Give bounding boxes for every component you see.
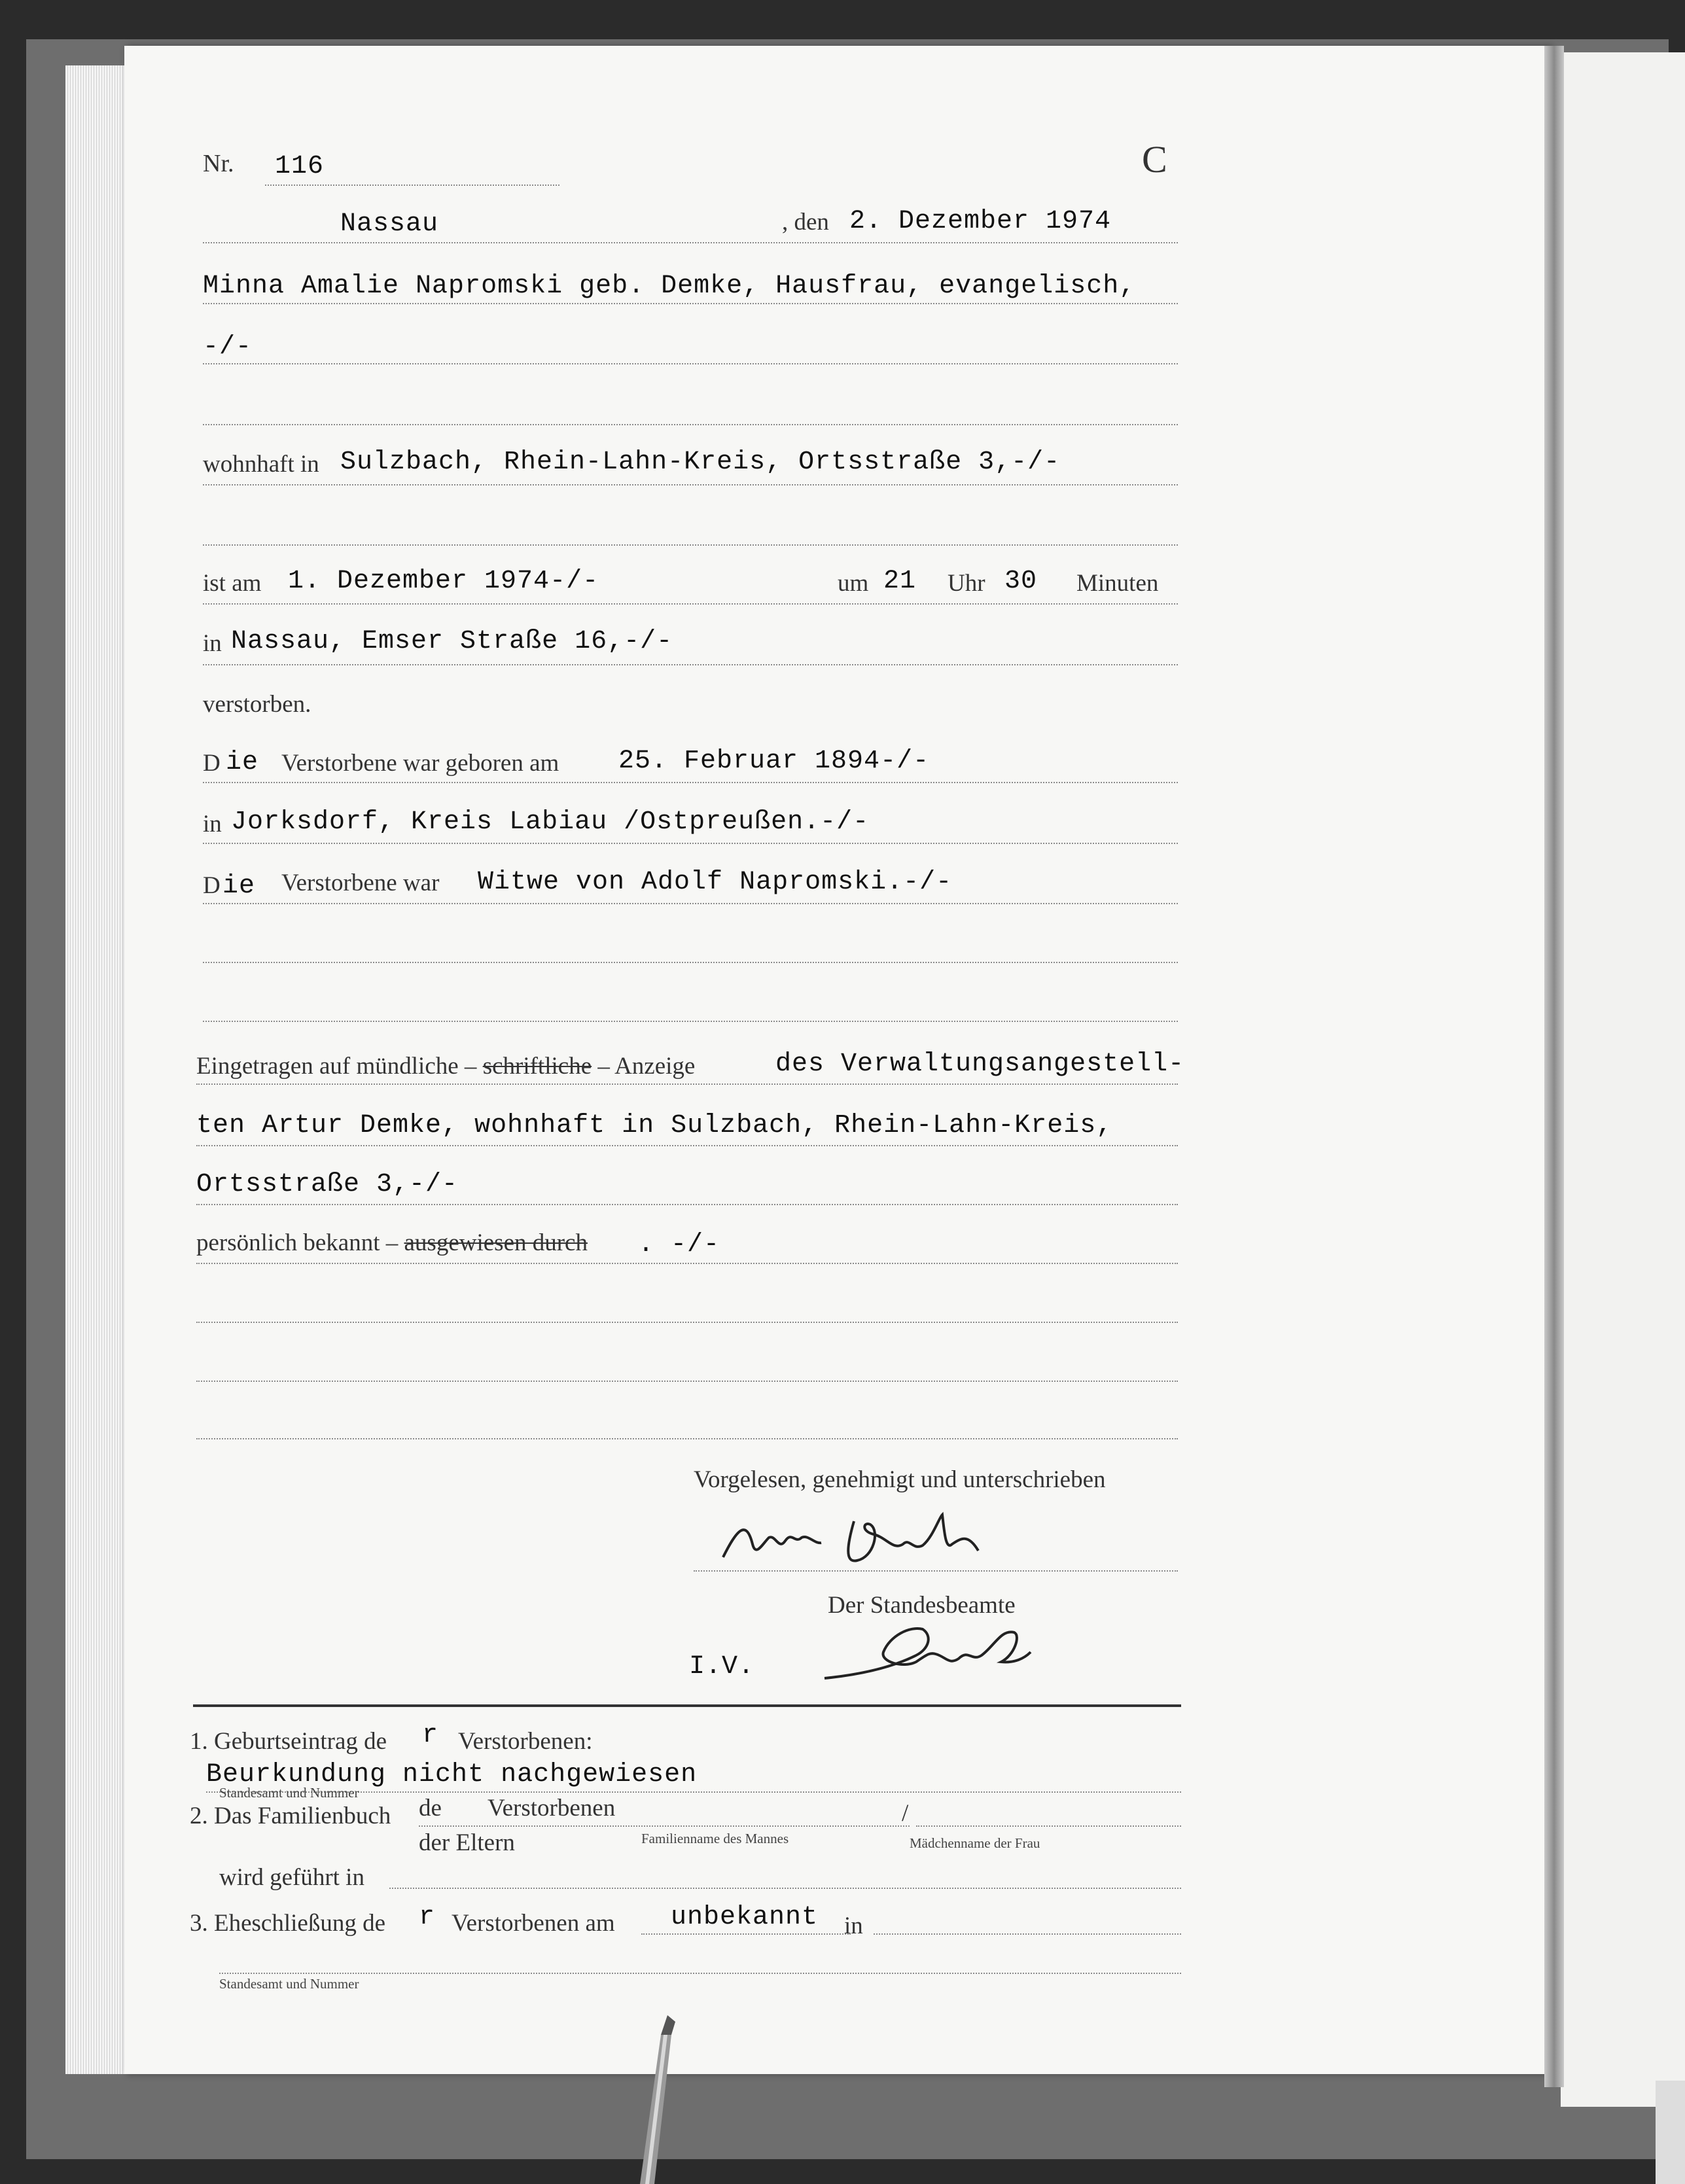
register-page <box>124 46 1551 2074</box>
status-ie: ie <box>222 872 256 901</box>
signature-rule <box>694 1570 1178 1572</box>
birth-ie: ie <box>226 748 259 777</box>
residence-value: Sulzbach, Rhein-Lahn-Kreis, Ortsstraße 3,-/- <box>340 448 1061 477</box>
rule <box>203 903 1178 904</box>
status-d-label: D <box>203 872 221 899</box>
rule <box>203 603 1178 605</box>
birth-place: Jorksdorf, Kreis Labiau /Ostpreußen.-/- <box>231 807 870 837</box>
rule <box>419 1825 910 1827</box>
f2-verst: Verstorbenen <box>488 1795 616 1822</box>
residence-label: wohnhaft in <box>203 451 319 478</box>
rule <box>874 1933 1181 1935</box>
date: 2. Dezember 1974 <box>849 207 1112 236</box>
corner-letter: C <box>1142 138 1167 181</box>
minuten-label: Minuten <box>1076 570 1159 597</box>
rule <box>196 1263 1178 1264</box>
nr-label: Nr. <box>203 150 234 177</box>
f2-de: de <box>419 1795 442 1822</box>
death-hour: 21 <box>883 567 917 596</box>
rule <box>219 1973 1181 1974</box>
death-place: Nassau, Emser Straße 16,-/- <box>231 627 673 656</box>
rule <box>203 1021 1178 1022</box>
registration-value-1: des Verwaltungsangestell- <box>775 1049 1185 1079</box>
rule <box>203 962 1178 963</box>
rule <box>203 843 1178 844</box>
ist-am-label: ist am <box>203 570 262 597</box>
nr-value: 116 <box>275 152 325 181</box>
rule <box>916 1825 1181 1827</box>
f2-eltern: der Eltern <box>419 1829 515 1856</box>
f1-small: Standesamt und Nummer <box>219 1785 359 1801</box>
registration-label-start: Eingetragen auf mündliche – <box>196 1053 477 1080</box>
iv-label: I.V. <box>689 1652 755 1682</box>
official-label: Der Standesbeamte <box>828 1592 1016 1619</box>
identification-struck: ausgewiesen durch <box>404 1229 588 1256</box>
rule <box>203 544 1178 546</box>
f1-r: r <box>422 1721 439 1750</box>
registration-label <box>196 1052 695 1080</box>
pen <box>615 2015 687 2184</box>
f1-value: Beurkundung nicht nachgewiesen <box>206 1760 698 1789</box>
rule <box>203 424 1178 425</box>
f3-small: Standesamt und Nummer <box>219 1976 359 1992</box>
f3-mid: Verstorbenen am <box>452 1910 615 1937</box>
f2-maedchen: Mädchenname der Frau <box>910 1835 1040 1851</box>
rule <box>196 1381 1178 1382</box>
f2-label: 2. Das Familienbuch <box>190 1803 391 1829</box>
birth-date: 25. Februar 1894-/- <box>618 747 930 776</box>
spine-edge <box>1656 2081 1685 2184</box>
birth-d-label: D <box>203 750 221 777</box>
official-signature <box>818 1616 1034 1688</box>
registration-value-2: ten Artur Demke, wohnhaft in Sulzbach, Rhein-Lahn-Kreis, <box>196 1111 1113 1140</box>
nr-rule <box>265 185 559 186</box>
registration-struck: schriftliche <box>482 1053 592 1080</box>
f1-label: 1. Geburtseintrag de <box>190 1728 387 1755</box>
rule <box>203 363 1178 364</box>
identification-label <box>196 1229 588 1257</box>
death-minutes: 30 <box>1004 567 1038 596</box>
f2-familienname: Familienname des Mannes <box>641 1831 789 1846</box>
rule <box>641 1933 851 1935</box>
verstorben-label: verstorben. <box>203 691 311 718</box>
next-page <box>1561 52 1685 2107</box>
identification-label-text: persönlich bekannt – <box>196 1229 399 1256</box>
rule <box>196 1145 1178 1146</box>
den-label: , den <box>782 209 829 236</box>
f2-slash: / <box>902 1800 909 1827</box>
status-label: Verstorbene war <box>281 870 440 896</box>
f2-wird: wird geführt in <box>219 1864 364 1891</box>
person-name: Minna Amalie Napromski geb. Demke, Hausfrau, evangelisch, <box>203 272 1136 301</box>
rule <box>196 1204 1178 1205</box>
rule <box>203 303 1178 304</box>
rule <box>203 242 1178 243</box>
rule <box>203 484 1178 485</box>
place: Nassau <box>340 209 439 239</box>
birth-in-label: in <box>203 811 222 837</box>
section-divider <box>193 1704 1181 1707</box>
f3-in: in <box>844 1912 863 1939</box>
rule <box>203 664 1178 665</box>
witness-signature <box>717 1505 991 1577</box>
rule <box>196 1083 1178 1085</box>
rule <box>203 782 1178 783</box>
registration-label-end: – Anzeige <box>597 1053 696 1080</box>
f1-end: Verstorbenen: <box>458 1728 593 1755</box>
rule <box>389 1888 1181 1889</box>
rule <box>196 1322 1178 1323</box>
um-label: um <box>838 570 869 597</box>
birth-label: Verstorbene war geboren am <box>281 750 559 777</box>
read-approved-label: Vorgelesen, genehmigt und unterschrieben <box>694 1466 1106 1493</box>
death-date: 1. Dezember 1974-/- <box>288 567 599 596</box>
death-in-label: in <box>203 630 222 657</box>
f3-label: 3. Eheschließung de <box>190 1910 385 1937</box>
registration-value-3: Ortsstraße 3,-/- <box>196 1170 459 1199</box>
uhr-label: Uhr <box>948 570 985 597</box>
identification-value: . -/- <box>638 1230 720 1259</box>
book-gutter <box>1544 46 1564 2087</box>
person-line-2: -/- <box>203 332 253 362</box>
rule <box>196 1438 1178 1439</box>
f3-r: r <box>419 1903 436 1932</box>
status-value: Witwe von Adolf Napromski.-/- <box>478 868 953 897</box>
f3-value: unbekannt <box>671 1903 819 1932</box>
